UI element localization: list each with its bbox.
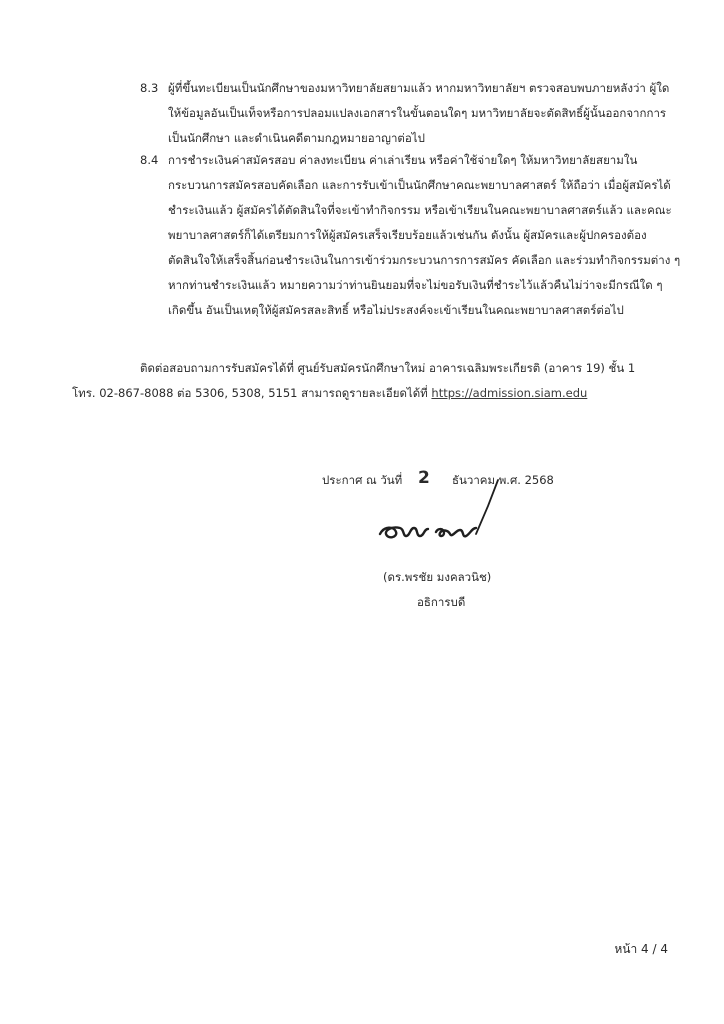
clause-line: ชำระเงินแล้ว ผู้สมัครได้ตัดสินใจที่จะเข้าทำกิจกรรม หรือเข้าเรียนในคณะพยาบาลศาสตร์แล้ว และคณะ <box>168 203 672 217</box>
signature <box>370 476 510 546</box>
clause-line: ให้ข้อมูลอันเป็นเท็จหรือการปลอมแปลงเอกสารในขั้นตอนใดๆ มหาวิทยาลัยจะตัดสิทธิ์ผู้นั้นออกจากการ <box>168 106 667 120</box>
clause-8-4 <box>140 148 680 324</box>
clause-line: การชำระเงินค่าสมัครสอบ ค่าลงทะเบียน ค่าเล่าเรียน หรือค่าใช้จ่ายใดๆ ให้มหาวิทยาลัยสยามใน <box>168 153 638 167</box>
announcement-day: 2 <box>418 468 430 488</box>
announcement-prefix: ประกาศ ณ วันที่ <box>322 473 403 487</box>
clause-line: เป็นนักศึกษา และดำเนินคดีตามกฎหมายอาญาต่อไป <box>168 131 425 145</box>
page-number: หน้า 4 / 4 <box>614 942 668 956</box>
clause-8-3 <box>140 76 680 148</box>
admission-link[interactable]: https://admission.siam.edu <box>431 386 588 400</box>
clause-line: ผู้ที่ขึ้นทะเบียนเป็นนักศึกษาของมหาวิทยาลัยสยามแล้ว หากมหาวิทยาลัยฯ ตรวจสอบพบภายหลังว่า ผู้ใด <box>168 81 670 95</box>
contact-line-1: ติดต่อสอบถามการรับสมัครได้ที่ ศูนย์รับสมัครนักศึกษาใหม่ อาคารเฉลิมพระเกียรติ (อาคาร 19) ชั้น 1 <box>140 361 636 375</box>
clause-line: หากท่านชำระเงินแล้ว หมายความว่าท่านยินยอมที่จะไม่ขอรับเงินที่ชำระไว้แล้วคืนไม่ว่าจะมีกรณีใด ๆ <box>168 278 663 292</box>
clause-line: ตัดสินใจให้เสร็จสิ้นก่อนชำระเงินในการเข้าร่วมกระบวนการการสมัคร คัดเลือก และร่วมทำกิจกรรมต่าง ๆ <box>168 253 681 267</box>
contact-phone-text: โทร. 02-867-8088 ต่อ 5306, 5308, 5151 สามารถดูรายละเอียดได้ที่ <box>72 386 432 400</box>
clause-number: 8.3 <box>140 81 159 95</box>
clause-line: เกิดขึ้น อันเป็นเหตุให้ผู้สมัครสละสิทธิ์ หรือไม่ประสงค์จะเข้าเรียนในคณะพยาบาลศาสตร์ต่อไป <box>168 303 624 317</box>
clause-number: 8.4 <box>140 153 159 167</box>
signatory-title: อธิการบดี <box>417 595 466 609</box>
announcement-month-year: ธันวาคม พ.ศ. 2568 <box>452 473 554 487</box>
signatory-name: (ดร.พรชัย มงคลวนิช) <box>383 570 492 584</box>
clause-line: พยาบาลศาสตร์ก็ได้เตรียมการให้ผู้สมัครเสร็จเรียบร้อยแล้วเช่นกัน ดังนั้น ผู้สมัครและผู้ปกครองต้อง <box>168 228 647 242</box>
contact-line-2 <box>72 381 587 405</box>
clause-line: กระบวนการสมัครสอบคัดเลือก และการรับเข้าเป็นนักศึกษาคณะพยาบาลศาสตร์ ให้ถือว่า เมื่อผู้สมัครได้ <box>168 178 671 192</box>
